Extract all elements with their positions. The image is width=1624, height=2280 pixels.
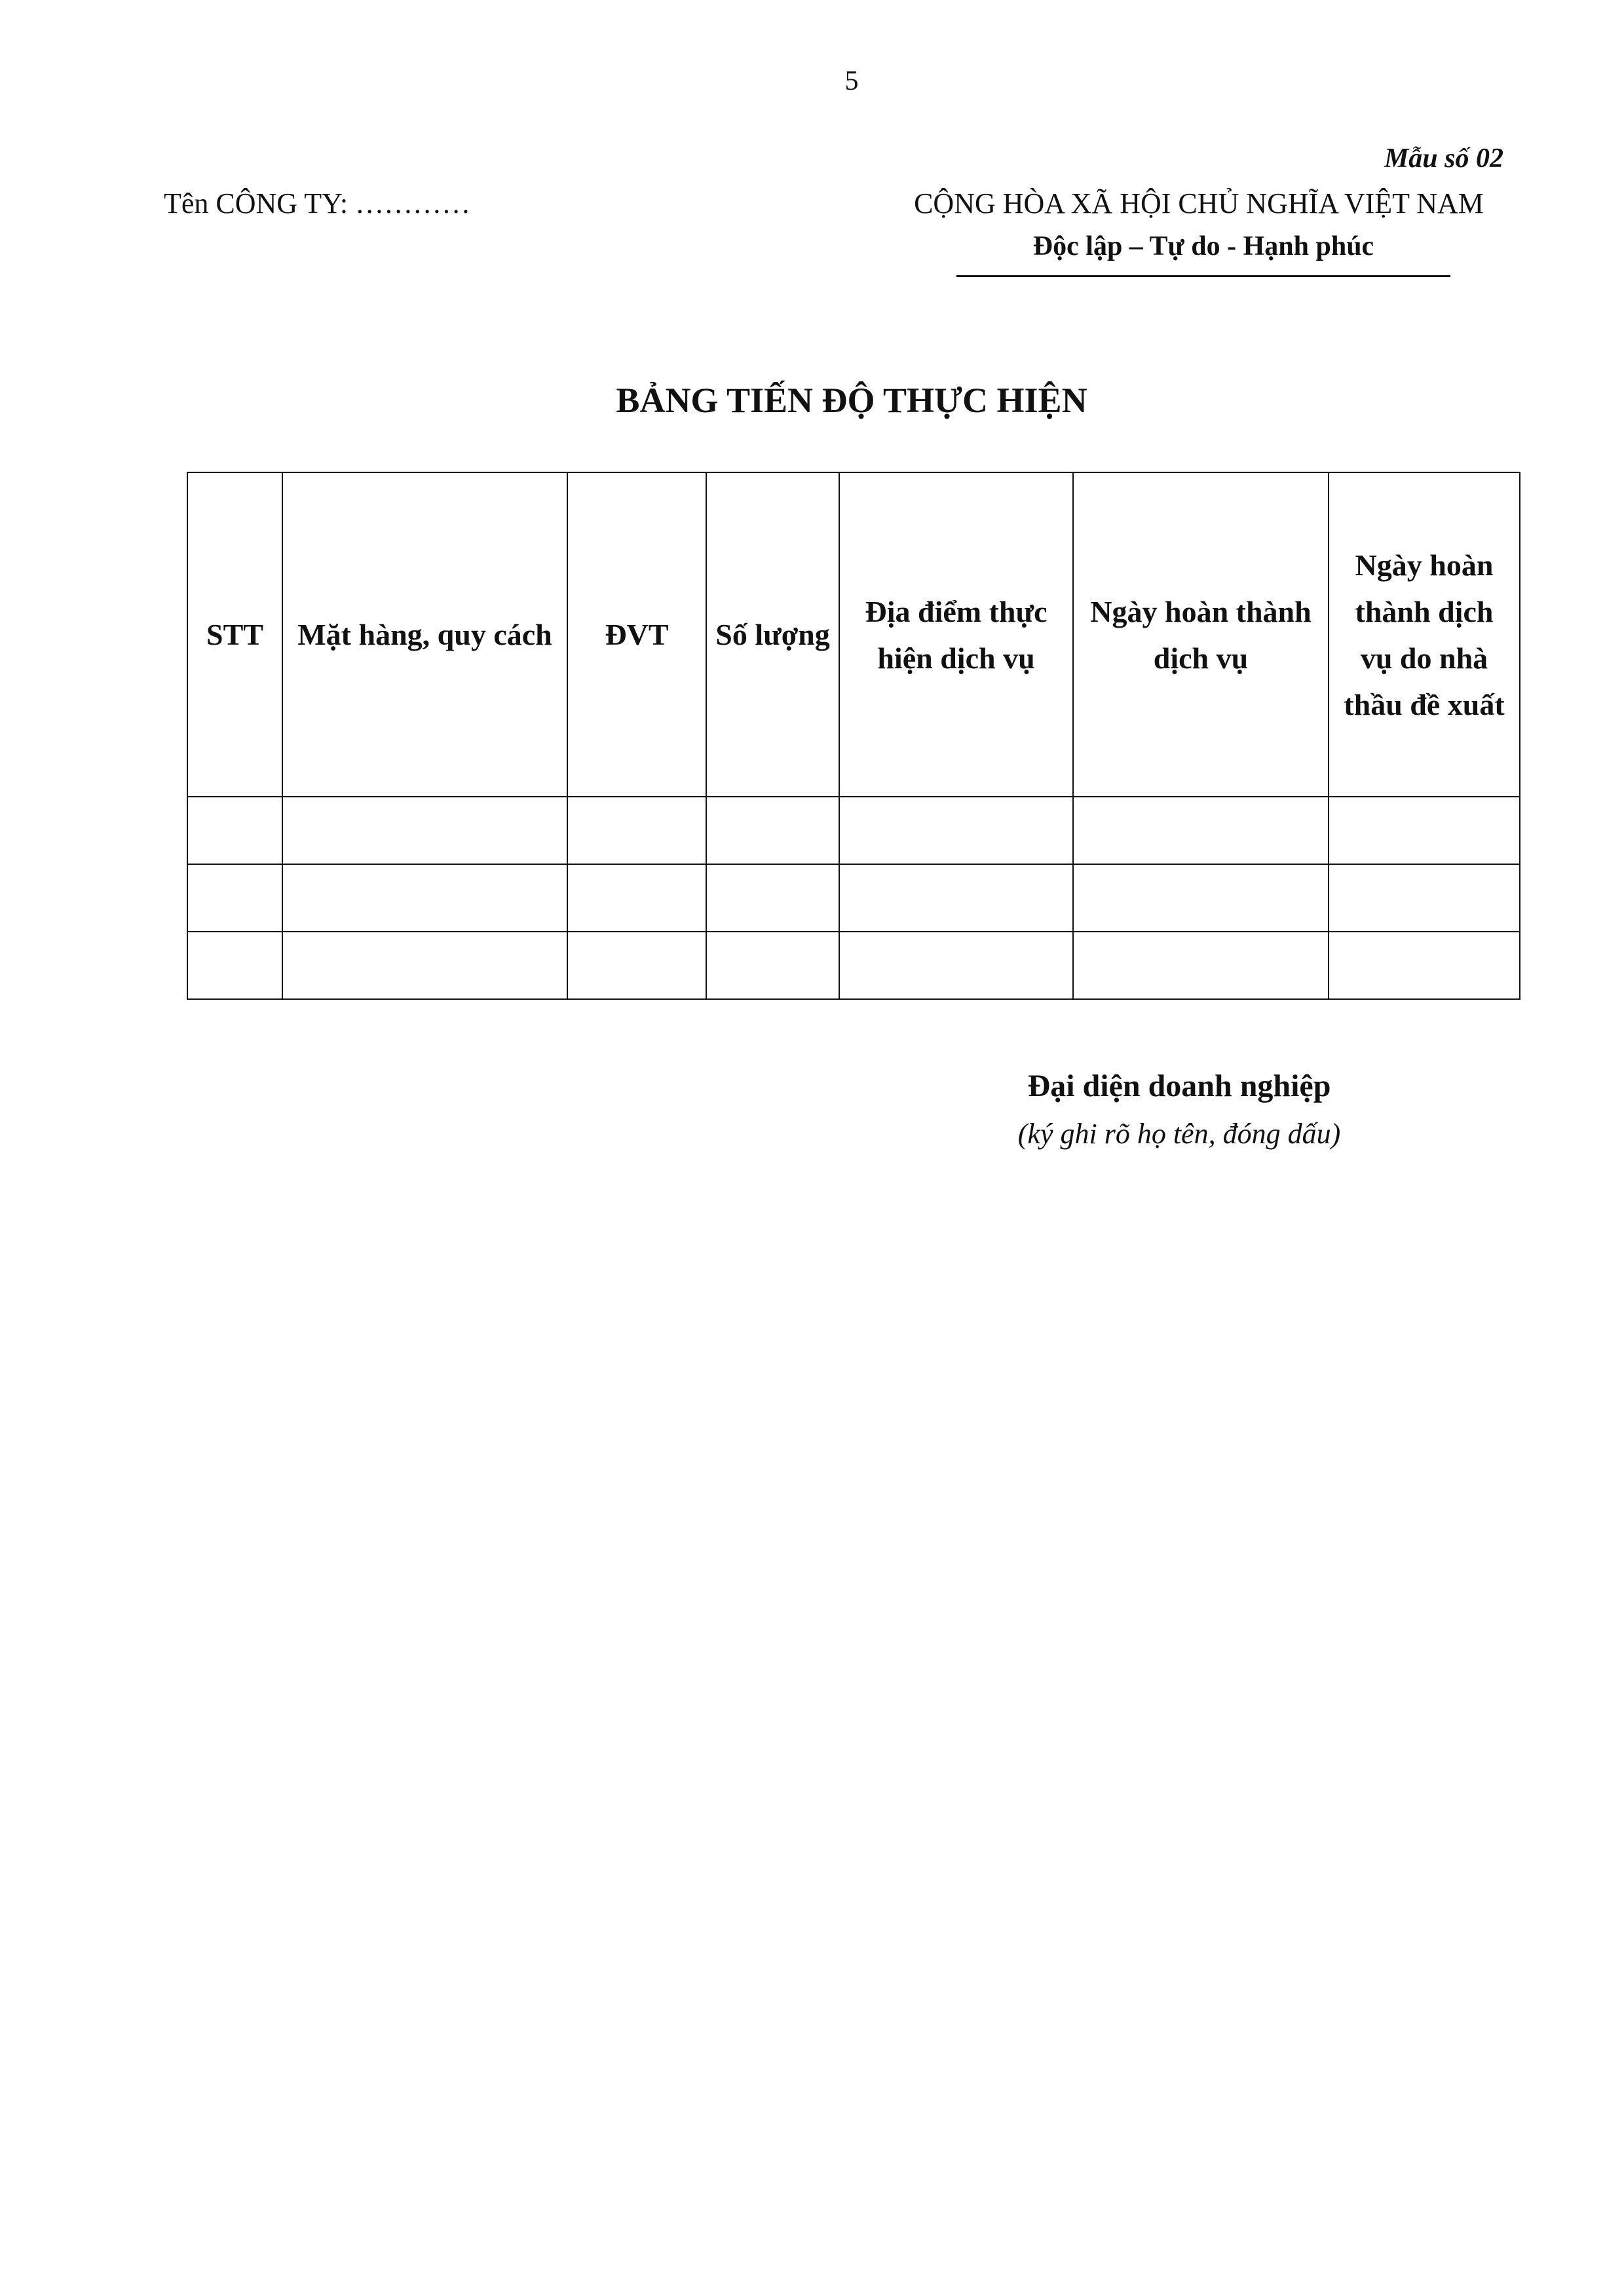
table-cell xyxy=(1329,797,1520,864)
page-number: 5 xyxy=(844,66,859,96)
signer-title: Đại diện doanh nghiệp xyxy=(1027,1069,1331,1103)
table-cell xyxy=(706,864,839,932)
signature-instruction: (ký ghi rõ họ tên, đóng dấu) xyxy=(1017,1118,1341,1150)
table-cell xyxy=(567,932,706,999)
header-item-spec: Mặt hàng, quy cách xyxy=(282,472,567,797)
company-name-label: Tên CÔNG TY: ………… xyxy=(164,187,471,219)
table-row xyxy=(187,797,1520,864)
header-completion-date: Ngày hoàn thành dịch vụ xyxy=(1073,472,1329,797)
table-cell xyxy=(187,864,282,932)
table-cell xyxy=(282,797,567,864)
national-title: CỘNG HÒA XÃ HỘI CHỦ NGHĨA VIỆT NAM xyxy=(914,187,1484,219)
table-cell xyxy=(1329,864,1520,932)
header-stt: STT xyxy=(187,472,282,797)
table-cell xyxy=(706,932,839,999)
table-cell xyxy=(1073,797,1329,864)
table-cell xyxy=(839,797,1073,864)
table-cell xyxy=(1073,864,1329,932)
header-service-location: Địa điểm thực hiện dịch vụ xyxy=(839,472,1073,797)
table-row xyxy=(187,864,1520,932)
header-unit: ĐVT xyxy=(567,472,706,797)
schedule-table xyxy=(187,472,1520,1000)
table-cell xyxy=(567,864,706,932)
document-title: BẢNG TIẾN ĐỘ THỰC HIỆN xyxy=(616,381,1087,420)
form-number: Mẫu số 02 xyxy=(1384,143,1503,174)
table-cell xyxy=(282,864,567,932)
table-cell xyxy=(839,864,1073,932)
table-row xyxy=(187,932,1520,999)
table-cell xyxy=(282,932,567,999)
table-cell xyxy=(839,932,1073,999)
national-motto: Độc lập – Tự do - Hạnh phúc xyxy=(1032,231,1374,261)
motto-underline xyxy=(956,275,1450,277)
table-header-row xyxy=(187,472,1520,797)
header-quantity: Số lượng xyxy=(706,472,839,797)
table-cell xyxy=(567,797,706,864)
header-proposed-completion-date: Ngày hoàn thành dịch vụ do nhà thầu đề xuất xyxy=(1329,472,1520,797)
table-cell xyxy=(1329,932,1520,999)
table-cell xyxy=(187,932,282,999)
table-cell xyxy=(706,797,839,864)
table-cell xyxy=(187,797,282,864)
table-cell xyxy=(1073,932,1329,999)
